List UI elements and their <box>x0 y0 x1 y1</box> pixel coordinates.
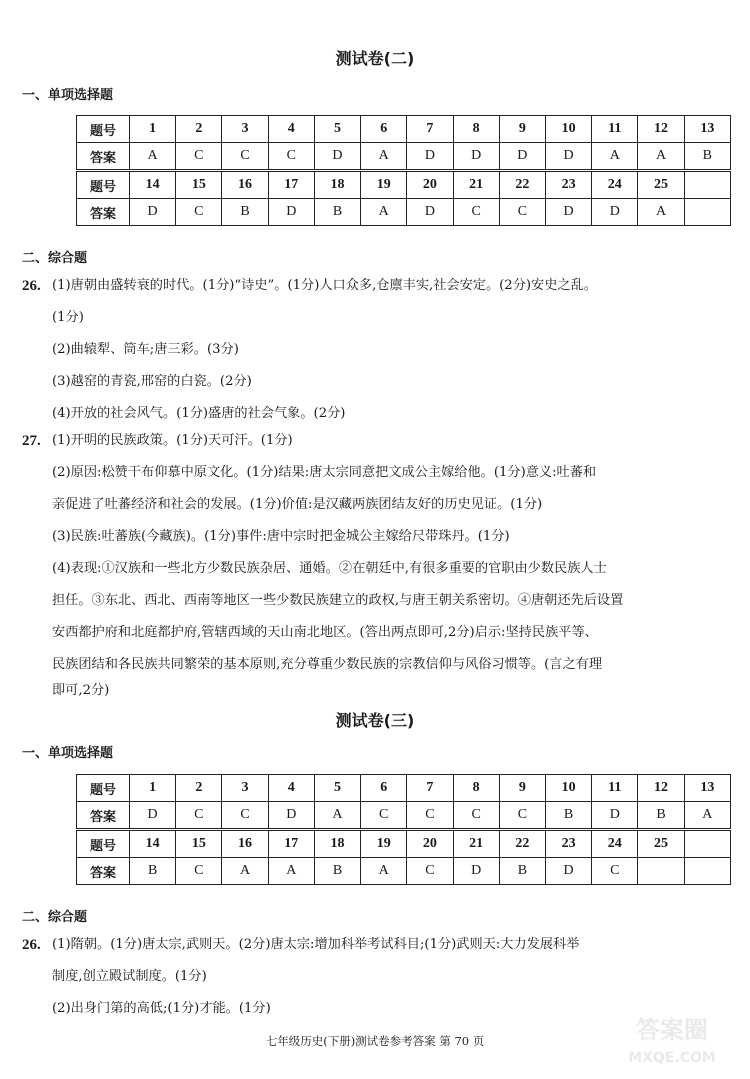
test2-title: 测试卷(二) <box>335 49 415 68</box>
test2-q26-line: (1分) <box>52 310 84 325</box>
question-number-cell: 9 <box>499 116 545 143</box>
answer-cell: A <box>592 143 638 171</box>
question-number-cell: 23 <box>545 830 591 858</box>
test2-q27-line: 安西都护府和北庭都护府,管辖西域的天山南北地区。(答出两点即可,2分)启示:坚持民族平等、 <box>52 625 598 640</box>
answer-cell: B <box>314 858 360 885</box>
answer-cell: B <box>222 199 268 226</box>
answer-cell: A <box>684 802 730 830</box>
test2-q27-line: 担任。③东北、西北、西南等地区一些少数民族建立的政权,与唐王朝关系密切。④唐朝还先后设置 <box>52 593 624 608</box>
answer-cell: D <box>545 143 591 171</box>
number-row <box>77 116 731 143</box>
answer-cell: C <box>499 802 545 830</box>
label-no: 题号 <box>77 116 130 143</box>
question-number-cell: 6 <box>361 775 407 802</box>
answer-row <box>77 199 731 226</box>
question-number-cell: 12 <box>638 116 684 143</box>
answer-cell: D <box>499 143 545 171</box>
answer-cell: D <box>592 199 638 226</box>
question-number-cell: 4 <box>268 775 314 802</box>
answer-cell: B <box>545 802 591 830</box>
answer-row <box>77 143 731 171</box>
test3-part1-heading: 一、单项选择题 <box>22 746 114 761</box>
test2-q27-line: (3)民族:吐蕃族(今藏族)。(1分)事件:唐中宗时把金城公主嫁给尺带珠丹。(1分) <box>52 529 510 544</box>
question-number-cell: 22 <box>499 830 545 858</box>
question-number-cell <box>684 171 730 199</box>
question-number-cell: 4 <box>268 116 314 143</box>
test2-q27-line: (1)开明的民族政策。(1分)天可汗。(1分) <box>52 433 293 448</box>
answer-cell: C <box>453 802 499 830</box>
question-number-cell: 21 <box>453 830 499 858</box>
answer-cell: A <box>638 143 684 171</box>
question-number-cell <box>684 830 730 858</box>
watermark-logo <box>612 1010 732 1070</box>
test2-q26-number: 26. <box>22 278 41 294</box>
page-footer: 七年级历史(下册)测试卷参考答案 第 70 页 <box>265 1034 485 1048</box>
question-number-cell: 1 <box>130 116 176 143</box>
answer-cell: C <box>268 143 314 171</box>
answer-cell: D <box>268 199 314 226</box>
question-number-cell: 9 <box>499 775 545 802</box>
number-row <box>77 830 731 858</box>
label-ans: 答案 <box>77 858 130 885</box>
answer-cell: C <box>222 143 268 171</box>
answer-cell: C <box>176 802 222 830</box>
label-ans: 答案 <box>77 802 130 830</box>
answer-cell: C <box>176 858 222 885</box>
answer-row <box>77 858 731 885</box>
answer-cell: D <box>453 143 499 171</box>
question-number-cell: 14 <box>130 171 176 199</box>
question-number-cell: 25 <box>638 830 684 858</box>
test3-q26-line: (2)出身门第的高低;(1分)才能。(1分) <box>52 1001 271 1016</box>
test3-title: 测试卷(三) <box>335 711 415 730</box>
question-number-cell: 7 <box>407 775 453 802</box>
question-number-cell: 25 <box>638 171 684 199</box>
question-number-cell: 5 <box>314 775 360 802</box>
svg-text:MXQE.COM: MXQE.COM <box>628 1050 716 1066</box>
answer-cell: C <box>453 199 499 226</box>
number-row <box>77 171 731 199</box>
answer-cell: C <box>176 143 222 171</box>
question-number-cell: 16 <box>222 830 268 858</box>
answer-cell <box>638 858 684 885</box>
question-number-cell: 8 <box>453 116 499 143</box>
answer-cell: D <box>314 143 360 171</box>
test2-q27-line: (4)表现:①汉族和一些北方少数民族杂居、通婚。②在朝廷中,有很多重要的官职由少数民族人士 <box>52 561 607 576</box>
question-number-cell: 8 <box>453 775 499 802</box>
answer-cell: D <box>545 858 591 885</box>
answer-cell: C <box>407 858 453 885</box>
question-number-cell: 21 <box>453 171 499 199</box>
answer-cell: C <box>222 802 268 830</box>
question-number-cell: 5 <box>314 116 360 143</box>
question-number-cell: 20 <box>407 171 453 199</box>
question-number-cell: 12 <box>638 775 684 802</box>
test2-part1-heading: 一、单项选择题 <box>22 88 114 103</box>
question-number-cell: 20 <box>407 830 453 858</box>
test2-q26-line: (4)开放的社会风气。(1分)盛唐的社会气象。(2分) <box>52 406 346 421</box>
answer-cell: D <box>545 199 591 226</box>
answer-cell: D <box>592 802 638 830</box>
number-row <box>77 775 731 802</box>
question-number-cell: 13 <box>684 775 730 802</box>
answer-cell: D <box>407 199 453 226</box>
test2-q27-line: 即可,2分) <box>52 683 110 698</box>
answer-cell: C <box>407 802 453 830</box>
question-number-cell: 18 <box>314 171 360 199</box>
test2-q27-line: 民族团结和各民族共同繁荣的基本原则,充分尊重少数民族的宗教信仰与风俗习惯等。(言之有理 <box>52 657 603 672</box>
test2-q26-line: (2)曲辕犁、筒车;唐三彩。(3分) <box>52 342 239 357</box>
test3-q26-line: (1)隋朝。(1分)唐太宗,武则天。(2分)唐太宗:增加科举考试科目;(1分)武则天:大力发展科举 <box>52 937 580 952</box>
test2-answer-table <box>76 115 731 226</box>
question-number-cell: 18 <box>314 830 360 858</box>
question-number-cell: 17 <box>268 171 314 199</box>
question-number-cell: 10 <box>545 116 591 143</box>
question-number-cell: 24 <box>592 171 638 199</box>
answer-cell: A <box>130 143 176 171</box>
question-number-cell: 1 <box>130 775 176 802</box>
question-number-cell: 24 <box>592 830 638 858</box>
test2-q27-number: 27. <box>22 433 41 449</box>
question-number-cell: 15 <box>176 171 222 199</box>
answer-cell: A <box>222 858 268 885</box>
answer-cell: D <box>453 858 499 885</box>
answer-cell: D <box>130 802 176 830</box>
answer-cell: D <box>407 143 453 171</box>
answer-row <box>77 802 731 830</box>
answer-cell: D <box>130 199 176 226</box>
question-number-cell: 13 <box>684 116 730 143</box>
test2-q27-line: (2)原因:松赞干布仰慕中原文化。(1分)结果:唐太宗同意把文成公主嫁给他。(1分)意义:吐蕃和 <box>52 465 597 480</box>
question-number-cell: 23 <box>545 171 591 199</box>
label-ans: 答案 <box>77 143 130 171</box>
question-number-cell: 11 <box>592 775 638 802</box>
test2-q26-line: (3)越窑的青瓷,邢窑的白瓷。(2分) <box>52 374 252 389</box>
test3-q26-number: 26. <box>22 937 41 953</box>
test2-q27-line: 亲促进了吐蕃经济和社会的发展。(1分)价值:是汉藏两族团结友好的历史见证。(1分) <box>52 497 543 512</box>
question-number-cell: 6 <box>361 116 407 143</box>
label-no: 题号 <box>77 171 130 199</box>
question-number-cell: 3 <box>222 116 268 143</box>
test3-answer-table <box>76 774 731 885</box>
answer-cell: A <box>314 802 360 830</box>
answer-cell: C <box>176 199 222 226</box>
answer-cell: A <box>638 199 684 226</box>
answer-cell: A <box>361 199 407 226</box>
question-number-cell: 14 <box>130 830 176 858</box>
answer-cell: A <box>361 858 407 885</box>
answer-cell: C <box>499 199 545 226</box>
question-number-cell: 10 <box>545 775 591 802</box>
test2-part2-heading: 二、综合题 <box>22 251 88 266</box>
question-number-cell: 22 <box>499 171 545 199</box>
question-number-cell: 2 <box>176 775 222 802</box>
question-number-cell: 2 <box>176 116 222 143</box>
question-number-cell: 15 <box>176 830 222 858</box>
answer-cell: B <box>499 858 545 885</box>
svg-text:答案圈: 答案圈 <box>636 1016 708 1044</box>
answer-cell: A <box>361 143 407 171</box>
question-number-cell: 17 <box>268 830 314 858</box>
answer-cell: C <box>592 858 638 885</box>
answer-cell: B <box>638 802 684 830</box>
answer-cell: C <box>361 802 407 830</box>
label-ans: 答案 <box>77 199 130 226</box>
question-number-cell: 11 <box>592 116 638 143</box>
answer-cell: D <box>268 802 314 830</box>
answer-cell <box>684 199 730 226</box>
label-no: 题号 <box>77 775 130 802</box>
label-no: 题号 <box>77 830 130 858</box>
answer-cell: B <box>684 143 730 171</box>
question-number-cell: 16 <box>222 171 268 199</box>
question-number-cell: 19 <box>361 171 407 199</box>
answer-cell <box>684 858 730 885</box>
answer-cell: A <box>268 858 314 885</box>
answer-cell: B <box>314 199 360 226</box>
test2-q26-line: (1)唐朝由盛转衰的时代。(1分)“诗史”。(1分)人口众多,仓廪丰实,社会安定。(2分)安史之乱。 <box>52 278 597 293</box>
test3-part2-heading: 二、综合题 <box>22 910 88 925</box>
question-number-cell: 19 <box>361 830 407 858</box>
question-number-cell: 7 <box>407 116 453 143</box>
answer-cell: B <box>130 858 176 885</box>
test3-q26-line: 制度,创立殿试制度。(1分) <box>52 969 207 984</box>
question-number-cell: 3 <box>222 775 268 802</box>
